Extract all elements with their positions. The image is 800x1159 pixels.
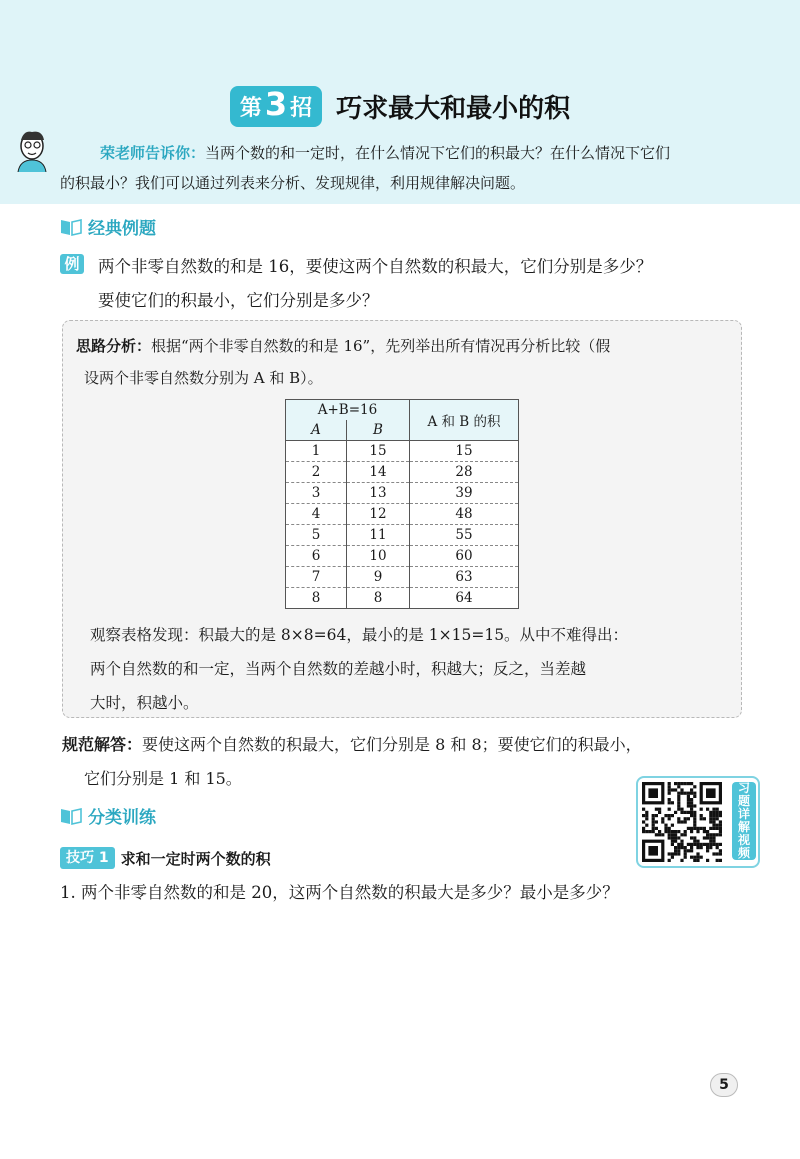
table-cell-product: 55 <box>410 525 519 546</box>
teacher-avatar-icon <box>10 128 54 172</box>
table-row <box>286 567 519 588</box>
qr-side-char: 解 <box>737 820 750 834</box>
analysis-label: 思路分析： <box>76 337 152 355</box>
table-row <box>286 525 519 546</box>
example-badge: 例 <box>60 254 84 274</box>
qr-side-label <box>732 782 756 860</box>
table-cell-b: 14 <box>347 462 410 483</box>
badge-prefix: 第 <box>239 96 262 121</box>
table-cell-product: 48 <box>410 504 519 525</box>
table-cell-a: 5 <box>286 525 347 546</box>
table-header-sum: A+B=16 <box>286 400 410 421</box>
table-cell-b: 11 <box>347 525 410 546</box>
observation-line-1: 观察表格发现：积最大的是 8×8=64，最小的是 1×15=15。从中不难得出： <box>90 626 629 644</box>
skill-badge: 技巧 1 <box>60 847 115 869</box>
lesson-header <box>0 86 800 127</box>
table-row <box>286 588 519 609</box>
table-cell-b: 12 <box>347 504 410 525</box>
teacher-tip <box>60 138 760 198</box>
analysis-line-2: 设两个非零自然数分别为 A 和 B）。 <box>84 369 323 387</box>
example-question <box>98 250 758 318</box>
table-cell-product: 28 <box>410 462 519 483</box>
observation-line-3: 大时，积越小。 <box>90 694 199 712</box>
teacher-label: 荣老师告诉你： <box>100 144 206 162</box>
table-cell-product: 64 <box>410 588 519 609</box>
table-row <box>286 441 519 462</box>
table-cell-b: 13 <box>347 483 410 504</box>
page-title: 巧求最大和最小的积 <box>336 94 571 124</box>
answer-label: 规范解答： <box>62 735 143 754</box>
table-cell-a: 8 <box>286 588 347 609</box>
table-cell-a: 3 <box>286 483 347 504</box>
table-cell-b: 10 <box>347 546 410 567</box>
qr-side-char: 频 <box>737 846 750 860</box>
table-cell-product: 15 <box>410 441 519 462</box>
example-line-1: 两个非零自然数的和是 16，要使这两个自然数的积最大，它们分别是多少？ <box>98 257 653 276</box>
badge-number: 3 <box>264 85 288 123</box>
answer-line-1: 要使这两个自然数的积最大，它们分别是 8 和 8；要使它们的积最小， <box>142 735 642 754</box>
book-icon <box>60 218 82 236</box>
page-number: 5 <box>710 1073 738 1097</box>
book-icon <box>60 807 82 825</box>
table-cell-product: 60 <box>410 546 519 567</box>
observation-line-2: 两个自然数的和一定，当两个自然数的差越小时，积越大；反之，当差越 <box>90 660 587 678</box>
video-qr-card[interactable] <box>636 776 760 868</box>
table-header-product: A 和 B 的积 <box>410 400 519 441</box>
table-cell-a: 6 <box>286 546 347 567</box>
example-line-2: 要使它们的积最小，它们分别是多少？ <box>98 291 379 310</box>
section-training-heading <box>60 803 156 828</box>
practice-question: 1. 两个非零自然数的和是 20，这两个自然数的积最大是多少？最小是多少？ <box>60 883 619 902</box>
table-header-b: B <box>347 420 410 441</box>
lesson-badge <box>230 86 322 127</box>
table-cell-product: 39 <box>410 483 519 504</box>
section-example-title: 经典例题 <box>88 219 156 239</box>
badge-suffix: 招 <box>290 96 313 121</box>
table-cell-a: 1 <box>286 441 347 462</box>
section-example-heading <box>60 214 156 239</box>
skill-title: 求和一定时两个数的积 <box>120 849 271 868</box>
qr-side-char: 题 <box>737 794 750 808</box>
table-row <box>286 462 519 483</box>
analysis-line-1: 根据“两个非零自然数的和是 16”，先列举出所有情况再分析比较（假 <box>151 337 611 355</box>
qr-side-char: 视 <box>737 833 750 847</box>
sum-product-table <box>285 399 519 609</box>
analysis-text <box>76 330 736 394</box>
qr-code-icon[interactable] <box>642 782 722 862</box>
table-header-a: A <box>286 420 347 441</box>
observation-text <box>90 618 730 720</box>
teacher-text-1: 当两个数的和一定时，在什么情况下它们的积最大？在什么情况下它们 <box>205 144 671 162</box>
table-row <box>286 504 519 525</box>
table-cell-b: 8 <box>347 588 410 609</box>
table-cell-product: 63 <box>410 567 519 588</box>
section-training-title: 分类训练 <box>88 808 156 828</box>
skill-heading <box>60 847 271 869</box>
qr-side-char: 详 <box>737 807 750 821</box>
table-cell-a: 4 <box>286 504 347 525</box>
table-body <box>286 441 519 609</box>
qr-side-char: 习 <box>737 781 750 795</box>
table-cell-b: 15 <box>347 441 410 462</box>
table-cell-a: 7 <box>286 567 347 588</box>
answer-line-2: 它们分别是 1 和 15。 <box>84 769 242 788</box>
teacher-text-2: 的积最小？我们可以通过列表来分析、发现规律，利用规律解决问题。 <box>60 174 526 192</box>
table-cell-b: 9 <box>347 567 410 588</box>
table-row <box>286 483 519 504</box>
table-row <box>286 546 519 567</box>
table-cell-a: 2 <box>286 462 347 483</box>
